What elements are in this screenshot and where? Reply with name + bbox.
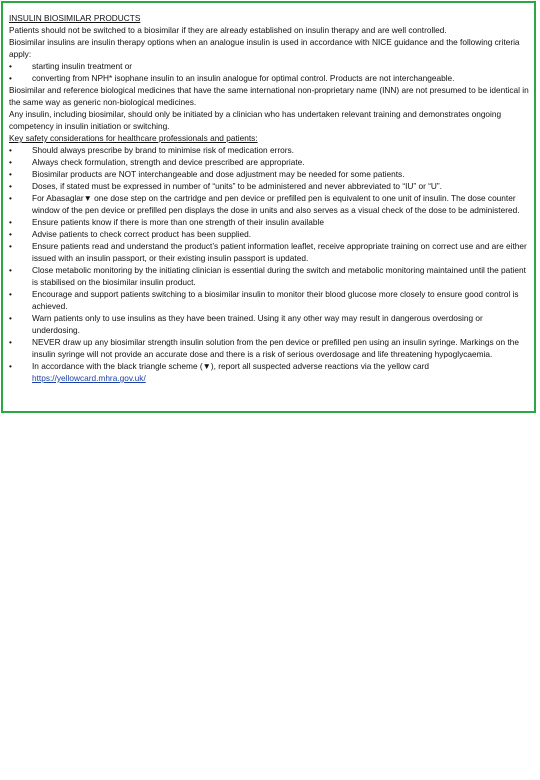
list-item: • Close metabolic monitoring by the initiating clinician is essential during the switch and metabolic monitoring maintained until the patient is stabilised on the biosimilar insulin product.: [9, 265, 526, 287]
bullet-icon: •: [9, 313, 12, 323]
bullet-icon: •: [9, 229, 12, 239]
intro-paragraph-2: Biosimilar insulins are insulin therapy options when an analogue insulin is used in accordance with NICE guidance and the following criteria apply:: [9, 37, 520, 59]
bullet-icon: •: [9, 157, 12, 167]
safety-heading: Key safety considerations for healthcare professionals and patients:: [9, 133, 258, 143]
bullet-icon: •: [9, 73, 12, 83]
yellow-card-link[interactable]: https://yellowcard.mhra.gov.uk/: [32, 373, 146, 383]
list-item: • starting insulin treatment or: [9, 61, 133, 71]
list-item: • NEVER draw up any biosimilar strength insulin solution from the pen device or prefilled pen using an insulin syringe. Markings on the insulin syringe will not provide an accurate dose and there is a risk of serious overdosage and life threatening hypoglycaemia.: [9, 337, 520, 359]
page-title: INSULIN BIOSIMILAR PRODUCTS: [9, 13, 141, 23]
bullet-icon: •: [9, 193, 12, 203]
list-item: • Warn patients only to use insulins as they have been trained. Using it any other way may result in dangerous overdosing or underdosing.: [9, 313, 483, 335]
criteria-list: [9, 60, 529, 84]
list-item: • converting from NPH* isophane insulin to an insulin analogue for optimal control. Products are not interchangeable.: [9, 73, 455, 83]
bullet-icon: •: [9, 145, 12, 155]
bullet-icon: •: [9, 265, 12, 275]
list-item: • Doses, if stated must be expressed in number of “units” to be administered and never abbreviated to “IU” or “U”.: [9, 181, 442, 191]
bullet-icon: •: [9, 337, 12, 347]
intro-paragraph-1: Patients should not be switched to a biosimilar if they are already established on insulin therapy and are well controlled.: [9, 25, 447, 35]
bullet-icon: •: [9, 241, 12, 251]
list-item: • Ensure patients know if there is more than one strength of their insulin available: [9, 217, 324, 227]
bullet-icon: •: [9, 181, 12, 191]
body-paragraph-2: Any insulin, including biosimilar, should only be initiated by a clinician who has undertaken relevant training and demonstrates ongoing competency in insulin initiation or switching.: [9, 109, 502, 131]
body-paragraph-1: Biosimilar and reference biological medicines that have the same international non-proprietary name (INN) are not presumed to be identical in the same way as generic non-biological medicines.: [9, 85, 529, 107]
bullet-icon: •: [9, 217, 12, 227]
list-item: • For Abasaglar▼ one dose step on the cartridge and pen device or prefilled pen is equivalent to one unit of insulin. The dose counter window of the pen device or prefilled pen displays the dose in units and also serves as a visual check of the dose to be administered.: [9, 193, 520, 215]
list-item: • Always check formulation, strength and device prescribed are appropriate.: [9, 157, 305, 167]
list-item: • Should always prescribe by brand to minimise risk of medication errors.: [9, 145, 294, 155]
bullet-icon: •: [9, 169, 12, 179]
bullet-icon: •: [9, 289, 12, 299]
safety-list: [9, 144, 529, 384]
list-item: • In accordance with the black triangle scheme (▼), report all suspected adverse reactions via the yellow card https://yellowcard.mhra.gov.uk/: [9, 361, 429, 383]
bullet-icon: •: [9, 361, 12, 371]
list-item: • Ensure patients read and understand the product’s patient information leaflet, receive appropriate training on correct use and are either issued with an insulin passport, or their existing insulin passport is updated.: [9, 241, 527, 263]
bullet-icon: •: [9, 61, 12, 71]
list-item: • Biosimilar products are NOT interchangeable and dose adjustment may be needed for some patients.: [9, 169, 405, 179]
insulin-biosimilar-panel: [1, 1, 536, 413]
list-item: • Encourage and support patients switching to a biosimilar insulin to monitor their blood glucose more closely to ensure good control is achieved.: [9, 289, 519, 311]
list-item: • Advise patients to check correct product has been supplied.: [9, 229, 252, 239]
